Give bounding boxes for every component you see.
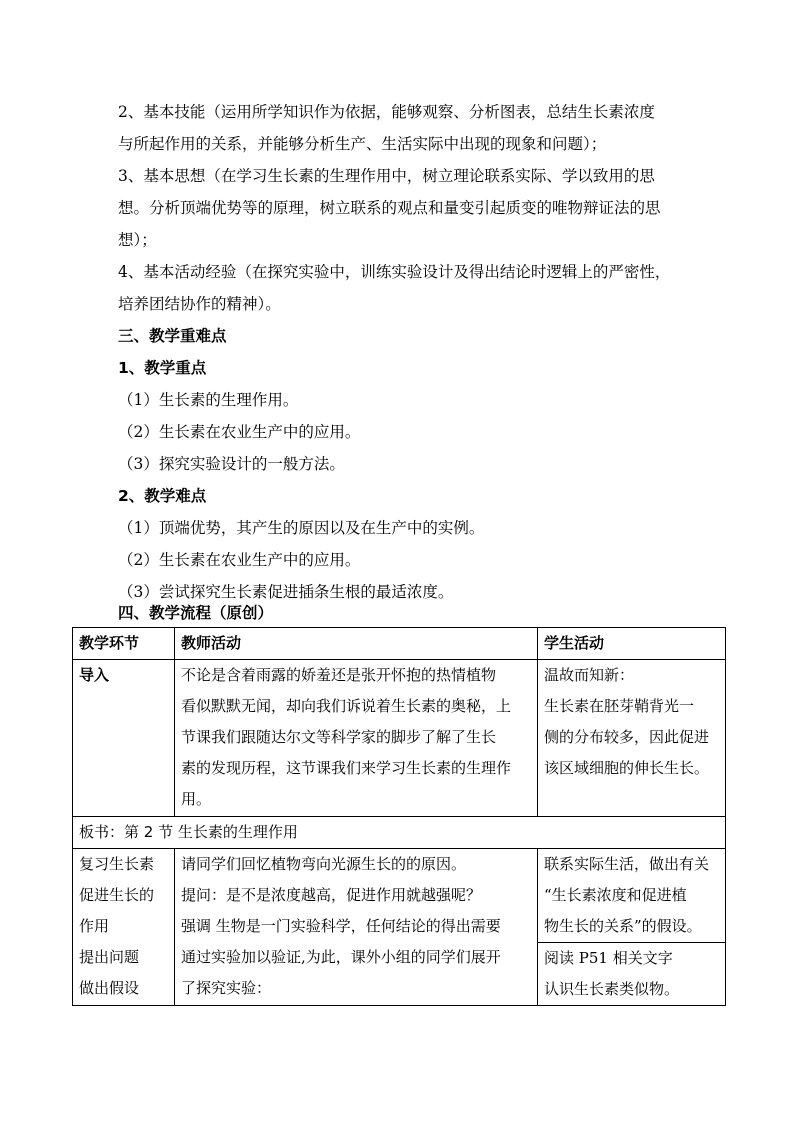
subheading-key-points: 1、教学重点	[118, 359, 207, 377]
table-row-review	[73, 849, 726, 1006]
student-subcell-reading: 阅读 P51 相关文字 认识生长素类似物。	[544, 949, 680, 998]
objective-skill-line-1: 2、基本技能（运用所学知识作为依据，能够观察、分析图表，总结生长素浓度	[118, 103, 655, 121]
section-heading-teaching-process: 四、教学流程（原创）	[118, 604, 274, 622]
teacher-cell-review: 请同学们回忆植物弯向光源生长的的原因。 提问：是不是浓度越高，促进作用就越强呢？ 强调 生物是一门实验科学，任何结论的得出需要 通过实验加以验证,为此，课外小组的同学们展开 了探究实验：	[175, 849, 538, 1006]
objective-thought-line-2: 想。分析顶端优势等的原理，树立联系的观点和量变引起质变的唯物辩证法的思	[118, 199, 661, 217]
table-header-row	[73, 628, 726, 660]
stage-cell-intro: 导入	[73, 660, 175, 817]
header-stage: 教学环节	[73, 628, 175, 660]
student-subcell-hypothesis: 联系实际生活，做出有关 “生长素浓度和促进植 物生长的关系”的假设。	[538, 849, 725, 943]
difficult-point-3: （3）尝试探究生长素促进插条生根的最适浓度。	[118, 583, 454, 601]
board-cell: 板书：第 2 节 生长素的生理作用	[73, 817, 726, 849]
table-row-intro	[73, 660, 726, 817]
teacher-cell-intro: 不论是含着雨露的娇羞还是张开怀抱的热情植物 看似默默无闻，却向我们诉说着生长素的奥秘，上 节课我们跟随达尔文等科学家的脚步了解了生长 素的发现历程，这节课我们来学习生长素的生理作 用。	[175, 660, 538, 817]
key-point-3: （3）探究实验设计的一般方法。	[118, 455, 345, 473]
table-row-board	[73, 817, 726, 849]
difficult-point-2: （2）生长素在农业生产中的应用。	[118, 551, 361, 569]
header-student: 学生活动	[538, 628, 726, 660]
header-teacher: 教师活动	[175, 628, 538, 660]
stage-cell-review: 复习生长素 促进生长的 作用 提出问题 做出假设	[73, 849, 175, 1006]
student-cell-review	[538, 849, 726, 1006]
section-heading-key-difficult: 三、教学重难点	[118, 327, 227, 345]
key-point-1: （1）生长素的生理作用。	[118, 391, 299, 409]
teaching-process-table	[72, 627, 726, 1006]
objective-activity-line-1: 4、基本活动经验（在探究实验中，训练实验设计及得出结论时逻辑上的严密性，	[118, 263, 671, 281]
difficult-point-1: （1）顶端优势，其产生的原因以及在生产中的实例。	[118, 519, 485, 537]
objective-thought-line-3: 想）；	[118, 231, 157, 249]
objective-skill-line-2: 与所起作用的关系，并能够分析生产、生活实际中出现的现象和问题）；	[118, 135, 607, 153]
student-cell-intro: 温故而知新： 生长素在胚芽鞘背光一 侧的分布较多，因此促进 该区域细胞的伸长生长。	[538, 660, 726, 817]
subheading-difficult-points: 2、教学难点	[118, 487, 207, 505]
objective-activity-line-2: 培养团结协作的精神）。	[118, 295, 281, 313]
objective-thought-line-1: 3、基本思想（在学习生长素的生理作用中，树立理论联系实际、学以致用的思	[118, 167, 655, 185]
key-point-2: （2）生长素在农业生产中的应用。	[118, 423, 361, 441]
